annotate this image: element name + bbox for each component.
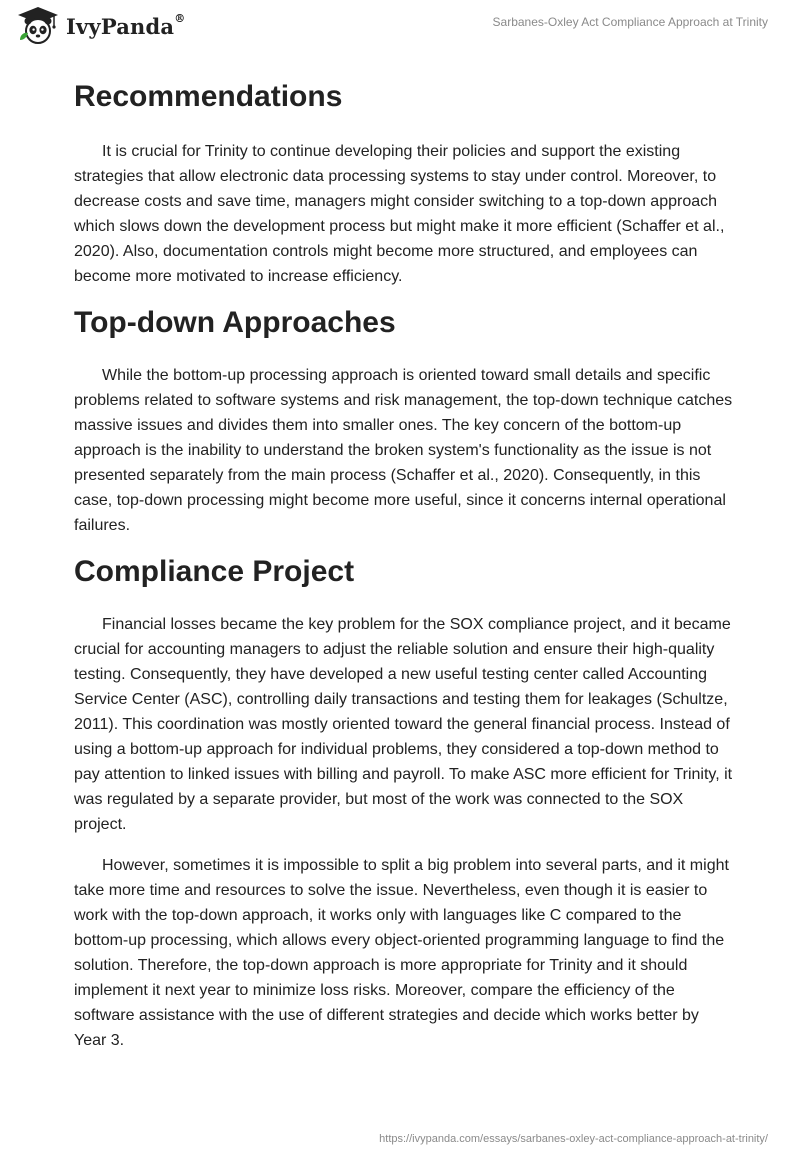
essay-content xyxy=(74,70,734,1053)
paragraph: It is crucial for Trinity to continue developing their policies and support the existing strategies that allow electronic data processing systems to stay under control. Moreover, to decrease costs and save time, managers might consider switching to a top-down approach which slows down the development process but might make it more efficient (Schaffer et al., 2020). Also, documentation controls might become more structured, and employees can become more motivated to increase efficiency. xyxy=(74,143,725,285)
paragraph: Financial losses became the key problem for the SOX compliance project, and it became crucial for accounting managers to adjust the reliable solution and ensure their high-quality testing. Consequently, they have developed a new useful testing center called Accounting Service Center (ASC), controlling daily transactions and testing them for leakages (Schultze, 2011). This coordination was mostly oriented toward the general financial process. Instead of using a bottom-up approach for individual problems, they considered a top-down method to pay attention to linked issues with billing and payroll. To make ASC more efficient for Trinity, it was regulated by a separate provider, but most of the work was connected to the SOX project. xyxy=(74,616,733,833)
section-heading: Compliance Project xyxy=(74,555,355,588)
brand-name: IvyPanda® xyxy=(66,11,186,39)
section-top-down-approaches xyxy=(74,303,734,538)
section-heading: Recommendations xyxy=(74,80,343,113)
paragraph: While the bottom-up processing approach is oriented toward small details and specific problems related to software systems and risk management, the top-down technique catches massive issues and divides them into smaller ones. The key concern of the bottom-up approach is the inability to understand the broken system's functionality as the issue is not presented separately from the main process (Schaffer et al., 2020). Consequently, in this case, top-down processing might become more useful, since it concerns internal operational failures. xyxy=(74,367,733,534)
section-compliance-project xyxy=(74,552,734,1053)
document-title: Sarbanes-Oxley Act Compliance Approach at Trinity xyxy=(492,15,768,29)
page-header xyxy=(0,0,800,70)
ivypanda-logo[interactable] xyxy=(16,6,185,46)
source-url[interactable]: https://ivypanda.com/essays/sarbanes-oxley-act-compliance-approach-at-trinity/ xyxy=(379,1133,768,1145)
section-heading: Top-down Approaches xyxy=(74,306,396,339)
paragraph: However, sometimes it is impossible to split a big problem into several parts, and it might take more time and resources to solve the issue. Nevertheless, even though it is easier to work with the top-down approach, it works only with languages like C compared to the bottom-up processing, which allows every object-oriented programming language to find the solution. Therefore, the top-down approach is more appropriate for Trinity and it should implement it next year to minimize loss risks. Moreover, compare the efficiency of the software assistance with the use of different strategies and decide which works better by Year 3. xyxy=(74,857,729,1049)
panda-graduate-icon xyxy=(16,6,60,46)
section-recommendations xyxy=(74,70,734,289)
